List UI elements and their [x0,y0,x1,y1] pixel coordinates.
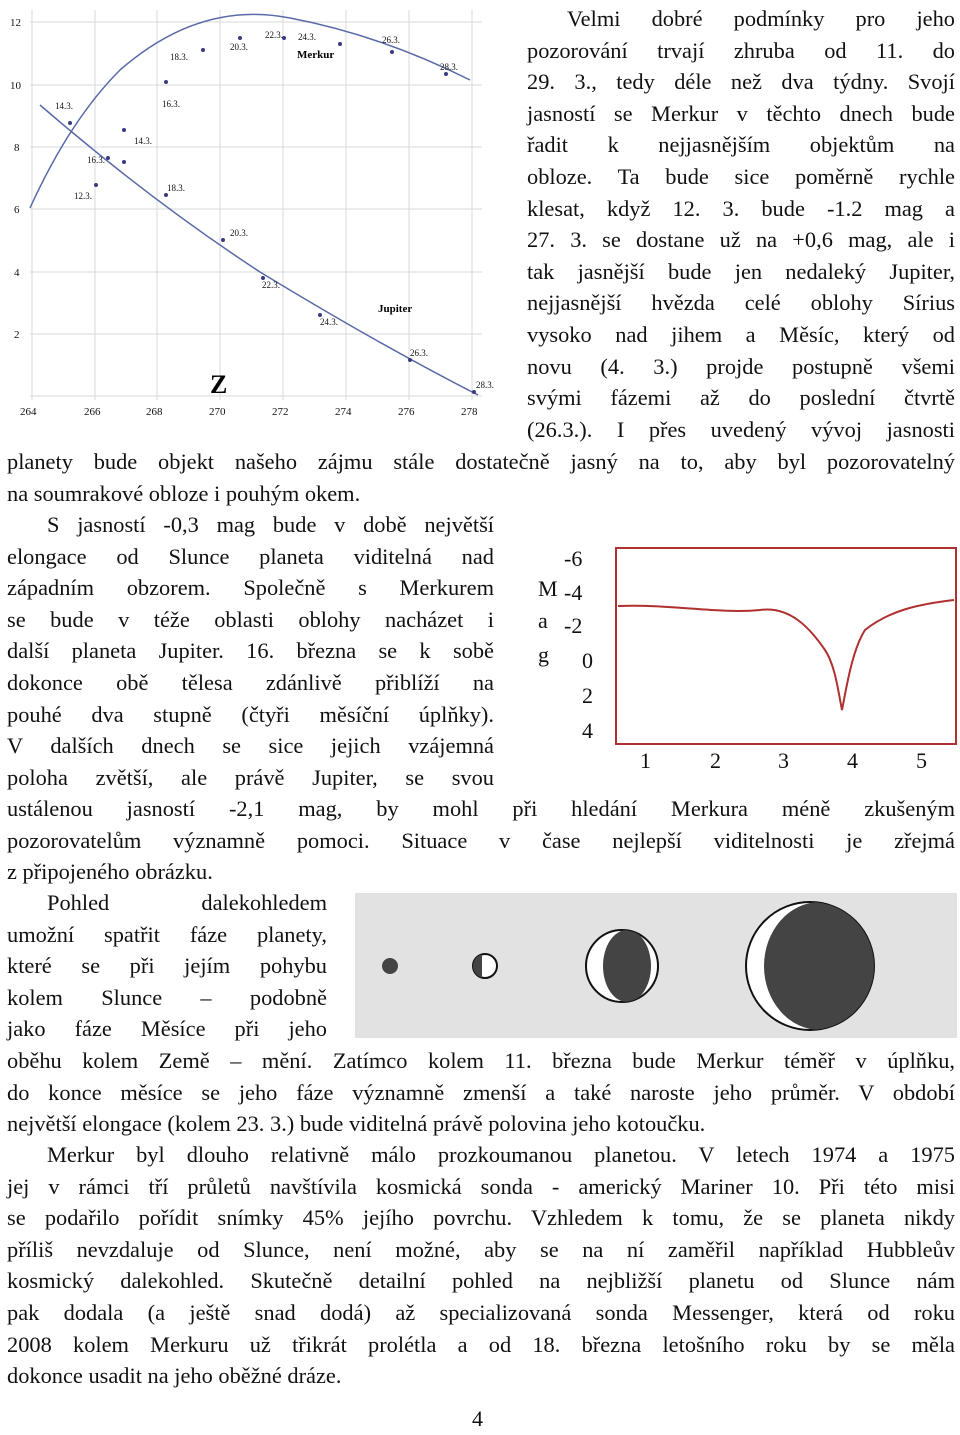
paragraph-full-2 [7,793,955,888]
text-line: novu (4. 3.) projde postupně všemi [527,353,955,379]
horizon-label: Z [210,370,228,399]
x-tick: 270 [209,406,226,418]
y-tick: 10 [10,80,21,92]
text-line: oběhu kolem Země – mění. Zatímco kolem 11. března bude Merkur téměř v úplňku, [7,1048,955,1073]
phase-half-shadow [603,930,651,1002]
date-label: 22.3. [262,280,280,290]
text-line: pak dodala (a ještě snad dodá) až specializovaná sonda Messenger, která od roku [7,1299,955,1325]
y-tick: 2 [582,683,593,708]
text-line: vysoko nad jihem a Měsíc, který od [527,321,955,347]
text-line: S jasností -0,3 mag bude v době největší [47,512,494,537]
x-tick: 272 [272,406,289,418]
text-line: západním obzorem. Společně s Merkurem [7,575,494,601]
paragraph-4 [7,1139,955,1392]
text-line: ustálenou jasností -2,1 mag, by mohl při hledání Merkura méně zkušeným [7,796,955,821]
text-line: na soumrakové obloze i pouhým okem. [7,480,361,506]
date-label: 16.3. [87,155,105,165]
text-line: nejjasnější hvězda celé oblohy Sírius [527,290,955,316]
text-line: z připojeného obrázku. [7,859,213,885]
x-tick: 2 [710,748,721,773]
page-number: 4 [472,1406,483,1431]
date-label: 26.3. [382,35,400,45]
date-label: 18.3. [167,183,185,193]
text-line: obloze. Ta bude sice poměrně rychle [527,163,955,189]
y-tick: -4 [564,580,583,605]
x-tick: 1 [640,748,651,773]
text-line: 2008 kolem Merkuru už třikrát prolétla a od 18. března letošního roku by se měla [7,1331,955,1357]
text-line: Velmi dobré podmínky pro jeho [567,6,955,31]
y-tick: -6 [564,546,583,571]
date-label: 24.3. [320,317,338,327]
date-label: 16.3. [162,99,180,109]
jupiter-label: Jupiter [378,303,413,315]
phases-figure [355,893,957,1038]
text-line: příliš nevzdaluje od Slunce, není možné, aby se na ní zaměřil například Hubbleův [7,1236,955,1262]
x-tick: 264 [20,406,37,418]
x-tick: 274 [335,406,352,418]
date-label: 12.3. [74,191,92,201]
ylabel-letter: M [538,576,558,601]
mercury-label: Merkur [297,49,335,61]
text-line: poloha zvětší, ale právě Jupiter, se svou [7,764,494,790]
y-tick: 12 [10,17,21,29]
text-line: Merkur byl dlouho relativně málo prozkoumanou planetou. V letech 1974 a 1975 [47,1142,955,1167]
text-line: svými fázemi až do poslední čtvrtě [527,385,955,411]
y-tick: 0 [582,648,593,673]
text-line: Pohled dalekohledem [47,890,327,915]
sky-chart [0,0,492,425]
text-line: 29. 3., tedy déle než dva týdny. Svojí [527,69,955,95]
x-tick: 4 [847,748,858,773]
text-line: klesat, když 12. 3. bude -1.2 mag a [527,195,955,221]
date-label: 20.3. [230,228,248,238]
text-line: dokonce obě tělesa zdánlivě přiblíží na [7,669,494,695]
y-tick: 2 [14,329,20,341]
magnitude-chart [520,540,960,772]
text-line: se bude v téže oblasti oblohy nacházet i [7,606,494,632]
date-label: 14.3. [55,101,73,111]
text-line: další planeta Jupiter. 16. března se k sobě [7,638,494,664]
y-tick: 6 [14,204,20,216]
date-label: 20.3. [230,42,248,52]
text-line: dokonce usadit na jeho oběžné dráze. [7,1363,342,1389]
text-line: V dalších dnech se sice jejich vzájemná [7,733,494,759]
date-label: 24.3. [298,32,316,42]
x-tick: 278 [461,406,478,418]
y-tick: 4 [14,267,20,279]
text-line: pozorovatelům významně pomoci. Situace v čase nejlepší viditelnosti je zřejmá [7,827,955,853]
ylabel-letter: a [538,608,548,633]
date-label: 26.3. [410,348,428,358]
x-tick: 276 [398,406,415,418]
y-tick: -2 [564,613,583,638]
text-line: planety bude objekt našeho zájmu stále dostatečně jasný na to, aby byl pozorovatelný [7,449,955,474]
paragraph-full-1 [7,446,955,509]
paragraph-right-column [527,3,955,445]
date-label: 28.3. [440,62,458,72]
text-line: kosmický dalekohled. Skutečně detailní pohled na nejbližší planetu od Slunce nám [7,1268,955,1294]
paragraph-left-column-3 [7,887,327,1045]
text-line: největší elongace (kolem 23. 3.) bude viditelná právě polovina jeho kotoučku. [7,1111,706,1137]
text-line: (26.3.). I přes uvedený vývoj jasnosti [527,416,955,442]
x-tick: 5 [916,748,927,773]
text-line: pozorování trvají zhruba od 11. do [527,37,955,63]
y-tick: 4 [582,718,593,743]
text-line: umožní spatřit fáze planety, [7,921,327,947]
date-label: 18.3. [170,52,188,62]
text-line: jasností se Merkur v těchto dnech bude [527,100,955,126]
text-line: do konce měsíce se jeho fáze významně zmenší a také naroste jeho průměr. V období [7,1079,955,1105]
x-tick: 266 [84,406,101,418]
text-line: elongace od Slunce planeta viditelná nad [7,543,494,569]
date-label: 22.3. [265,30,283,40]
text-line: 27. 3. se dostane už na +0,6 mag, ale i [527,227,955,253]
text-line: tak jasnější bude jen nedaleký Jupiter, [527,258,955,284]
text-line: jako fáze Měsíce při jeho [7,1016,327,1042]
date-label: 14.3. [134,136,152,146]
date-label: 28.3. [476,380,494,390]
text-line: kolem Slunce – podobně [7,984,327,1010]
text-line: jej v rámci tří průletů navštívila kosmická sonda - americký Mariner 10. Při této misi [7,1173,955,1199]
y-tick: 8 [14,142,20,154]
text-line: řadit k nejjasnějším objektům na [527,132,955,158]
x-tick: 3 [778,748,789,773]
text-line: které se při jejím pohybu [7,953,327,979]
paragraph-left-column-2 [7,509,494,793]
x-tick: 268 [146,406,163,418]
phase-full [382,958,398,974]
paragraph-full-3 [7,1045,955,1140]
text-line: se podařilo pořídit snímky 45% jejího povrchu. Vzhledem k tomu, že se planeta nikdy [7,1205,955,1231]
ylabel-letter: g [538,642,549,667]
text-line: pouhé dva stupně (čtyři měsíční úplňky). [7,701,494,727]
